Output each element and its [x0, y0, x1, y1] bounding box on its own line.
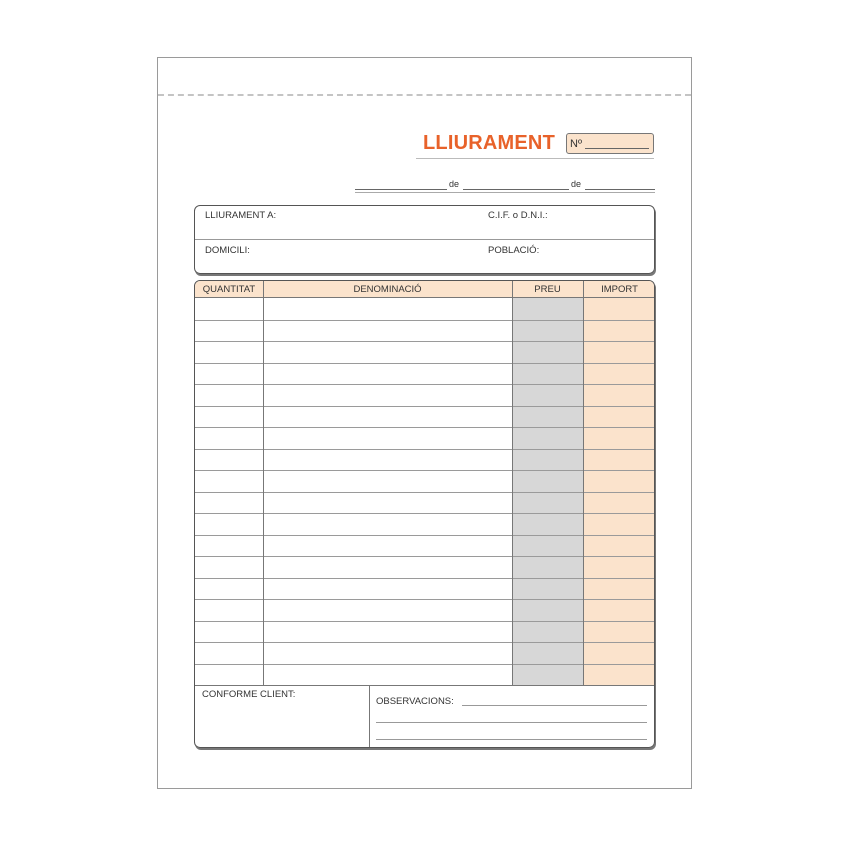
column-divider — [512, 281, 513, 685]
client-divider — [195, 239, 654, 240]
client-info-box — [194, 205, 655, 274]
header-quantity: QUANTITAT — [195, 281, 263, 298]
client-approval-label: CONFORME CLIENT: — [202, 689, 296, 700]
number-line — [585, 148, 649, 149]
date-word-1: de — [449, 179, 460, 189]
footer-divider — [369, 685, 370, 748]
form-title: LLIURAMENT — [423, 132, 555, 154]
header-description: DENOMINACIÓ — [263, 281, 512, 298]
number-label: Nº — [570, 138, 582, 150]
date-year-field[interactable] — [585, 189, 655, 190]
address-label: DOMICILI: — [205, 245, 250, 256]
observations-line[interactable] — [376, 722, 647, 723]
observations-line[interactable] — [376, 739, 647, 740]
number-field[interactable] — [566, 133, 654, 154]
perforation-line — [158, 94, 691, 96]
column-divider — [263, 281, 264, 685]
date-baseline — [355, 192, 655, 193]
table-footer-divider — [195, 685, 654, 686]
delivery-to-label: LLIURAMENT A: — [205, 210, 277, 221]
items-table — [194, 280, 655, 748]
observations-line[interactable] — [462, 705, 647, 706]
delivery-note-sheet — [157, 57, 692, 789]
observations-label: OBSERVACIONS: — [376, 696, 454, 707]
date-row — [355, 177, 655, 193]
column-divider — [583, 281, 584, 685]
date-month-field[interactable] — [463, 189, 569, 190]
date-day-field[interactable] — [355, 189, 447, 190]
town-label: POBLACIÓ: — [488, 245, 540, 256]
title-underline — [416, 158, 654, 159]
header-amount: IMPORT — [583, 281, 655, 298]
tax-id-label: C.I.F. o D.N.I.: — [488, 210, 548, 221]
header-price: PREU — [512, 281, 583, 298]
date-word-2: de — [571, 179, 582, 189]
